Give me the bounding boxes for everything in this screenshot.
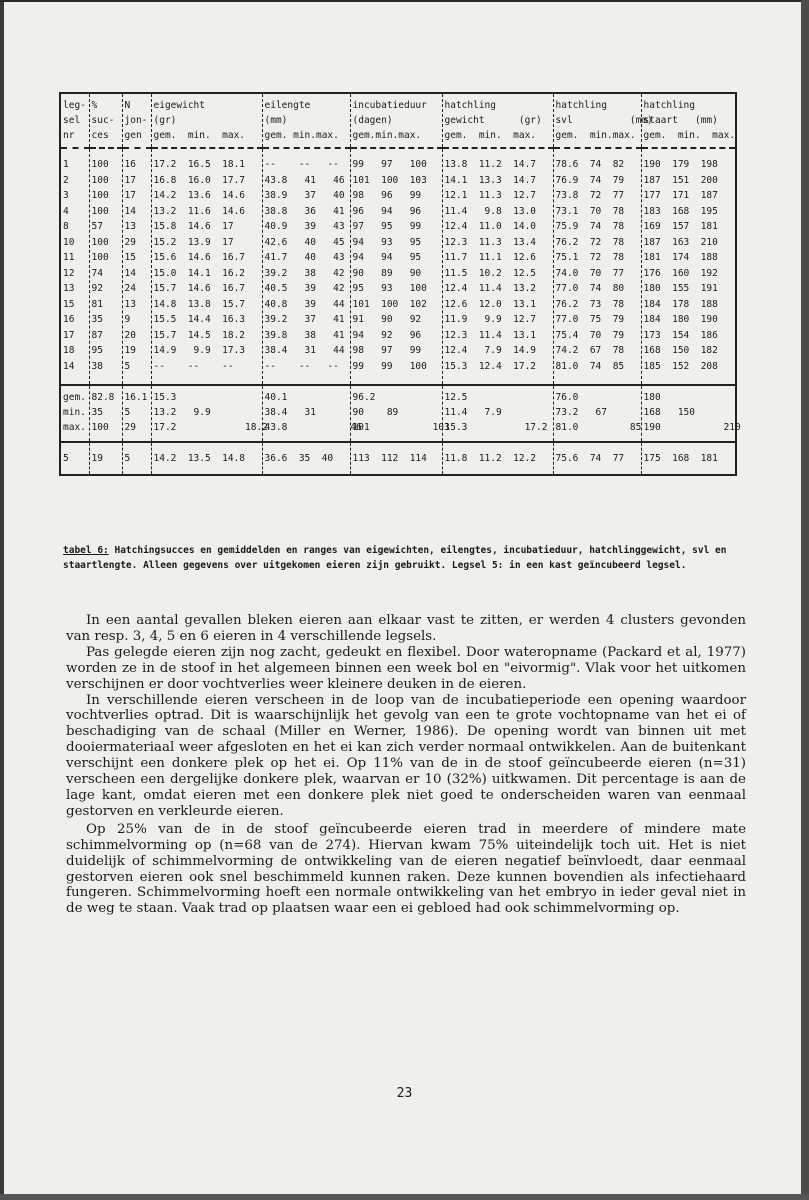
paragraph: In verschillende eieren verscheen in de loop van de incubatieperiode een opening waardoor vochtverlies optrad. Dit is waarschijnlijk het gevolg van een te grote vochtopname van het ei of beschadiging van de schaal (Miller en Werner, 1986). De opening wordt van binnen uit met dooiermateriaal weer afgesloten en het ei kan zich verder normaal ontwikkelen. Aan de buitenkant verschijnt een donkere plek op het ei. Op 11% van de in de stoof geïncubeerde eieren (n=31) verscheen een dergelijke donkere plek, waarvan er 10 (32%) uitkwamen. Dit percentage is aan de lage kant, omdat eieren met een donkere plek niet goed te onderscheiden waren van eenmaal gestorven en verkleurde eieren. bbox=[66, 692, 746, 819]
col-incubatieduur: 99 97 100 101 100 103 98 96 99 96 94 96 97 95 99 94 93 95 94 94 95 90 89 90 95 93 100 101 100 102 91 90 92 94 92 96 98 97 99 99 99 100 bbox=[350, 148, 442, 385]
kast-cell: 11.8 11.2 12.2 bbox=[442, 442, 553, 475]
kast-cell: 113 112 114 bbox=[350, 442, 442, 475]
kast-cell: 175 168 181 bbox=[641, 442, 736, 475]
col-succes: 100 100 100 100 57 100 100 74 92 81 35 87 95 38 bbox=[89, 148, 122, 385]
header-cell: eigewicht (gr) gem. min. max. bbox=[151, 93, 262, 148]
header-cell: N jon- gen bbox=[122, 93, 151, 148]
col-hatchling-staart: 190 179 198 187 151 200 177 171 187 183 168 195 169 157 181 187 163 210 181 174 188 176 160 192 180 155 191 184 178 188 184 180 190 173 154 186 168 150 182 185 152 208 bbox=[641, 148, 736, 385]
results-table bbox=[59, 92, 741, 476]
paragraph: Op 25% van de in de stoof geïncubeerde eieren trad in meerdere of mindere mate schimmelvorming op (n=68 van de 274). Hiervan kwam 75% uiteindelijk toch uit. Het is niet duidelijk of schimmelvorming de ontwikkeling van de eieren negatief beïnvloedt, daar eenmaal gestorven eieren ook snel beschimmeld kunnen raken. Deze kunnen bovendien als infectiehaard fungeren. Schimmelvorming hoeft een normale ontwikkeling van het embryo in ieder geval niet in de weg te staan. Vaak trad op plaatsen waar een ei gebloed had ook schimmelvorming op. bbox=[66, 821, 746, 917]
paragraph: Pas gelegde eieren zijn nog zacht, gedeukt en flexibel. Door wateropname (Packard et al, 1977) worden ze in de stoof in het algemeen binnen een week bol en "eivormig". Vlak voor het uitkomen verschijnen er door vochtverlies weer kleinere deuken in de eieren. bbox=[66, 644, 746, 692]
summary-cell: 15.3 13.2 9.9 17.2 18.2 bbox=[151, 385, 262, 442]
table-body-block bbox=[60, 148, 736, 385]
col-eilengte: -- -- -- 43.8 41 46 38.9 37 40 38.8 36 41 40.9 39 43 42.6 40 45 41.7 40 43 39.2 38 42 40.5 39 42 40.8 39 44 39.2 37 41 39.8 38 41 38.4 31 44 -- -- -- bbox=[262, 148, 350, 385]
table-row-kast bbox=[60, 442, 736, 475]
col-jongen: 16 17 17 14 13 29 15 14 24 13 9 20 19 5 bbox=[122, 148, 151, 385]
header-cell: incubatieduur (dagen) gem.min.max. bbox=[350, 93, 442, 148]
col-hatchling-gewicht: 13.8 11.2 14.7 14.1 13.3 14.7 12.1 11.3 12.7 11.4 9.8 13.0 12.4 11.0 14.0 12.3 11.3 13.4 11.7 11.1 12.6 11.5 10.2 12.5 12.4 11.4 13.2 12.6 12.0 13.1 11.9 9.9 12.7 12.3 11.4 13.1 12.4 7.9 14.9 15.3 12.4 17.2 bbox=[442, 148, 553, 385]
summary-cell: 96.2 90 89 101 103 bbox=[350, 385, 442, 442]
header-cell: leg- sel nr bbox=[60, 93, 89, 148]
kast-cell: 75.6 74 77 bbox=[553, 442, 641, 475]
page-number: 23 bbox=[396, 1086, 413, 1101]
kast-cell: 5 bbox=[122, 442, 151, 475]
header-cell: % suc- ces bbox=[89, 93, 122, 148]
summary-cell: 180 168 150 190 210 bbox=[641, 385, 736, 442]
table-header-row bbox=[60, 93, 736, 148]
summary-cell: 82.8 35 100 bbox=[89, 385, 122, 442]
col-legsel: 1 2 3 4 8 10 11 12 13 15 16 17 18 14 bbox=[60, 148, 89, 385]
summary-cell: 16.1 5 29 bbox=[122, 385, 151, 442]
header-cell: hatchling gewicht (gr) gem. min. max. bbox=[442, 93, 553, 148]
header-cell: eilengte (mm) gem. min.max. bbox=[262, 93, 350, 148]
caption-text: Hatchingsucces en gemiddelden en ranges van eigewichten, eilengtes, incubatieduur, hatchlinggewicht, svl en staartlengte. Alleen gegevens over uitgekomen eieren zijn gebruikt. Legsel 5: in een kast geïncubeerd legsel. bbox=[63, 545, 727, 571]
header-cell: hatchling staart (mm) gem. min. max. bbox=[641, 93, 736, 148]
kast-cell: 36.6 35 40 bbox=[262, 442, 350, 475]
body-text bbox=[66, 613, 746, 917]
summary-cell: gem. min. max. bbox=[60, 385, 89, 442]
summary-cell: 12.5 11.4 7.9 15.3 17.2 bbox=[442, 385, 553, 442]
kast-cell: 5 bbox=[60, 442, 89, 475]
table-summary-row bbox=[60, 385, 736, 442]
header-cell: hatchling svl (mm) gem. min.max. bbox=[553, 93, 641, 148]
col-eigewicht: 17.2 16.5 18.1 16.8 16.0 17.7 14.2 13.6 14.6 13.2 11.6 14.6 15.8 14.6 17 15.2 13.9 17 15.6 14.6 16.7 15.0 14.1 16.2 15.7 14.6 16.7 14.8 13.8 15.7 15.5 14.4 16.3 15.7 14.5 18.2 14.9 9.9 17.3 -- -- -- bbox=[151, 148, 262, 385]
col-hatchling-svl: 78.6 74 82 76.9 74 79 73.8 72 77 73.1 70 78 75.9 74 78 76.2 72 78 75.1 72 78 74.0 70 77 77.0 74 80 76.2 73 78 77.0 75 79 75.4 70 79 74.2 67 78 81.0 74 85 bbox=[553, 148, 641, 385]
kast-cell: 19 bbox=[89, 442, 122, 475]
scan-edge-bottom bbox=[0, 1194, 809, 1200]
summary-cell: 76.0 73.2 67 81.0 85 bbox=[553, 385, 641, 442]
table-caption bbox=[63, 543, 745, 573]
caption-label: tabel 6: bbox=[63, 545, 109, 556]
scan-edge-right bbox=[801, 0, 809, 1200]
paragraph: In een aantal gevallen bleken eieren aan elkaar vast te zitten, er werden 4 clusters gevonden van resp. 3, 4, 5 en 6 eieren in 4 verschillende legsels. bbox=[66, 613, 746, 644]
kast-cell: 14.2 13.5 14.8 bbox=[151, 442, 262, 475]
summary-cell: 40.1 38.4 31 43.8 46 bbox=[262, 385, 350, 442]
